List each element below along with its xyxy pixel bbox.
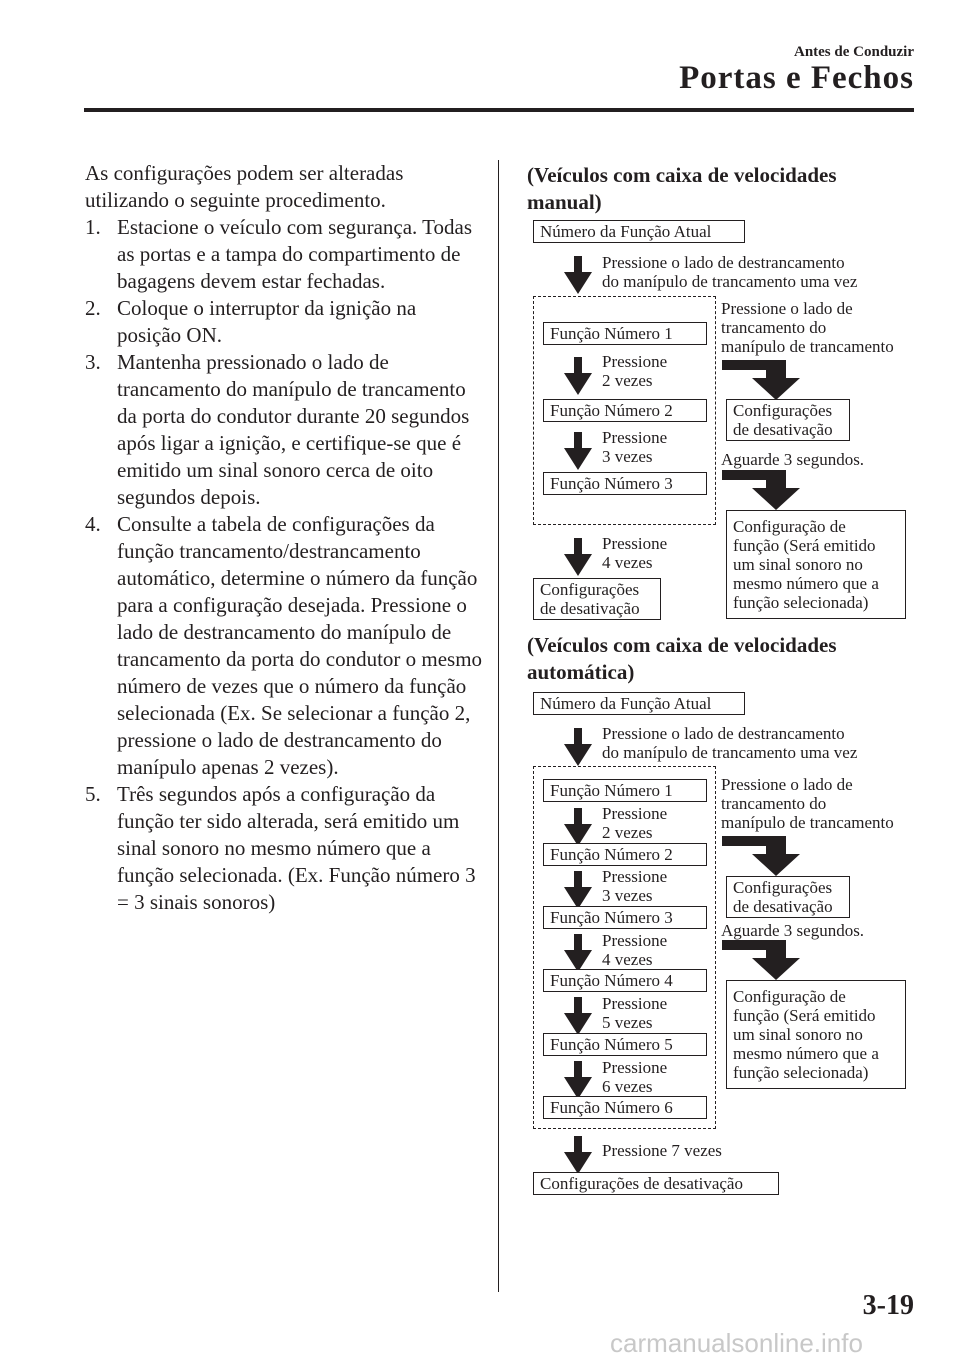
step-number: 2. [85,296,101,320]
step-text: Consulte a tabela de configurações da função trancamento/destrancamento automático, determine o número da função para a configuração desejada. Pressione o lado de destrancamento do manípulo de trancamento da porta do condutor o mesmo número de vezes que o número da função selecionada (Ex. Se selecionar a função 2, pressione o lado de destrancamento do manípulo apenas 2 vezes). [117,512,483,779]
down-arrow-icon [564,997,592,1035]
down-arrow-icon [564,538,592,576]
manual-heading-line2: manual) [527,190,602,214]
manual-bottom-deactivation-box [533,578,661,620]
step-text: Estacione o veículo com segurança. Todas as portas e a tampa do compartimento de bagagens devem estar fechadas. [117,215,473,293]
section-title: Antes de Conduzir [793,44,914,60]
manual-function-2-box: Função Número 2 [543,399,707,422]
step-4 [85,511,485,781]
result-line: função selecionada) [733,593,869,612]
manual-heading-line1: (Veículos com caixa de velocidades [527,163,837,187]
deactivation-line1: Configurações [540,580,640,599]
chapter-title: Portas e Fechos [679,60,914,96]
press-label: Pressione [602,1058,668,1077]
down-arrow-icon [564,1136,592,1174]
step-number: 1. [85,215,101,239]
down-arrow-icon [564,728,592,766]
step-1 [85,214,485,295]
auto-press-lock-line2: trancamento do [721,794,827,813]
procedure-steps [85,214,485,916]
press-count: 4 vezes [602,950,653,969]
manual-wait-label: Aguarde 3 segundos. [721,450,865,469]
deactivation-line2: de desativação [733,897,833,916]
auto-function-3-box: Função Número 3 [543,906,707,929]
deactivation-line1: Configurações [733,878,833,897]
manual-function-1-box: Função Número 1 [543,322,707,345]
deactivation-line2: de desativação [733,420,833,439]
manual-press-lock-line2: trancamento do [721,318,827,337]
manual-press-lock-line1: Pressione o lado de [721,299,853,318]
press-count: 2 vezes [602,371,653,390]
auto-current-function-box: Número da Função Atual [533,692,745,715]
down-arrow-icon [564,871,592,909]
result-line: um sinal sonoro no [733,1025,863,1044]
watermark: carmanualsonline.info [610,1328,863,1358]
bent-arrow-icon [722,940,800,980]
manual-press-unlock-line1: Pressione o lado de destrancamento [602,253,845,272]
auto-press-lock-line3: manípulo de trancamento [721,813,894,832]
press-label: Pressione [602,534,668,553]
step-text: Mantenha pressionado o lado de trancamento do manípulo de trancamento da porta do condutor durante 20 segundos após ligar a ignição, e certifique-se que é emitido um sinal sonoro cerca de oito segundos depois. [117,350,470,509]
press-label: Pressione [602,867,668,886]
press-label: Pressione [602,804,668,823]
deactivation-line1: Configurações [733,401,833,420]
press-label: Pressione [602,428,668,447]
bent-arrow-icon [722,836,800,876]
step-5 [85,781,485,916]
result-line: Configuração de [733,987,846,1006]
press-label: Pressione [602,931,668,950]
manual-result-box [726,510,906,619]
deactivation-line2: de desativação [540,599,640,618]
auto-bottom-deactivation-box: Configurações de desativação [533,1172,779,1195]
down-arrow-icon [564,934,592,972]
press-count: 3 vezes [602,886,653,905]
auto-deactivation-box [726,876,850,918]
press-label: Pressione [602,994,668,1013]
auto-press-lock-line1: Pressione o lado de [721,775,853,794]
result-line: função (Será emitido [733,1006,876,1025]
manual-press-lock-line3: manípulo de trancamento [721,337,894,356]
page-number: 3-19 [862,1290,914,1321]
auto-function-1-box: Função Número 1 [543,779,707,802]
auto-press-unlock-line2: do manípulo de trancamento uma vez [602,743,858,762]
bent-arrow-icon [722,360,800,400]
press-count: 4 vezes [602,553,653,572]
step-number: 3. [85,350,101,374]
press-count: 5 vezes [602,1013,653,1032]
down-arrow-icon [564,432,592,470]
auto-heading-line2: automática) [527,660,635,684]
down-arrow-icon [564,1061,592,1099]
press-count: 2 vezes [602,823,653,842]
auto-result-box [726,980,906,1089]
step-number: 5. [85,782,101,806]
manual-deactivation-box [726,399,850,441]
auto-function-4-box: Função Número 4 [543,969,707,992]
result-line: mesmo número que a [733,1044,879,1063]
step-number: 4. [85,512,101,536]
result-line: Configuração de [733,517,846,536]
press-count: 6 vezes [602,1077,653,1096]
bent-arrow-icon [722,470,800,510]
column-divider [498,160,499,1292]
result-line: mesmo número que a [733,574,879,593]
down-arrow-icon [564,808,592,846]
intro-paragraph: As configurações podem ser alteradas utilizando o seguinte procedimento. [85,161,404,212]
auto-wait-label: Aguarde 3 segundos. [721,921,865,940]
result-line: função selecionada) [733,1063,869,1082]
manual-current-function-box: Número da Função Atual [533,220,745,243]
result-line: um sinal sonoro no [733,555,863,574]
press-label: Pressione [602,352,668,371]
auto-press-last-label: Pressione 7 vezes [602,1141,722,1160]
step-text: Três segundos após a configuração da função ter sido alterada, será emitido um sinal sonoro no mesmo número que a função selecionada. (Ex. Função número 3 = 3 sinais sonoros) [117,782,476,914]
auto-function-5-box: Função Número 5 [543,1033,707,1056]
header-rule [84,108,914,112]
auto-press-unlock-line1: Pressione o lado de destrancamento [602,724,845,743]
down-arrow-icon [564,357,592,395]
manual-function-3-box: Função Número 3 [543,472,707,495]
step-text: Coloque o interruptor da ignição na posição ON. [117,296,417,347]
auto-heading-line1: (Veículos com caixa de velocidades [527,633,837,657]
auto-function-6-box: Função Número 6 [543,1096,707,1119]
manual-press-unlock-line2: do manípulo de trancamento uma vez [602,272,858,291]
step-2 [85,295,485,349]
auto-function-2-box: Função Número 2 [543,843,707,866]
result-line: função (Será emitido [733,536,876,555]
down-arrow-icon [564,256,592,294]
press-count: 3 vezes [602,447,653,466]
step-3 [85,349,485,511]
